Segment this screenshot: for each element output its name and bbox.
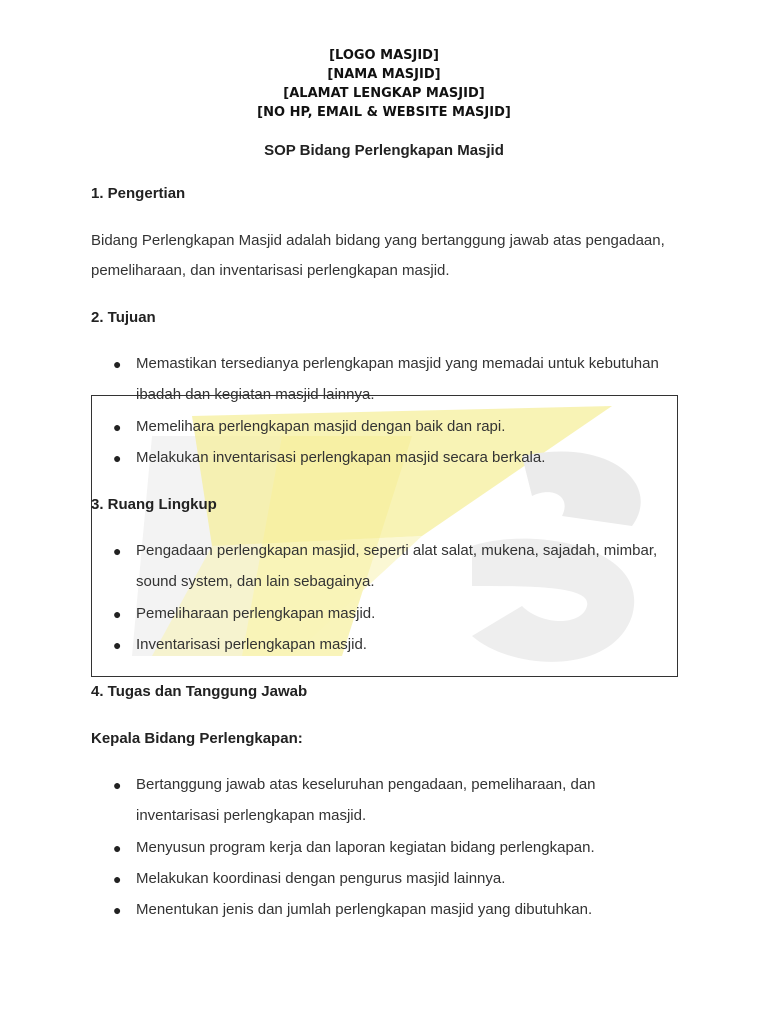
bullet-icon: ● [113, 606, 122, 622]
list-item: Bertanggung jawab atas keseluruhan pengadaan, pemeliharaan, dan [136, 776, 596, 793]
logo-placeholder: [LOGO MASJID] [329, 48, 439, 63]
document-title: SOP Bidang Perlengkapan Masjid [264, 142, 504, 159]
bullet-icon: ● [113, 356, 122, 372]
subheading-kepala-bidang: Kepala Bidang Perlengkapan: [91, 730, 303, 747]
mosque-name-placeholder: [NAMA MASJID] [327, 67, 441, 82]
bullet-icon: ● [113, 840, 122, 856]
list-item-continuation: ibadah dan kegiatan masjid lainnya. [136, 386, 375, 403]
paragraph-line: pemeliharaan, dan inventarisasi perlengkapan masjid. [91, 262, 450, 279]
bullet-icon: ● [113, 777, 122, 793]
bullet-icon: ● [113, 450, 122, 466]
list-item: Memelihara perlengkapan masjid dengan baik dan rapi. [136, 418, 506, 435]
section-heading-pengertian: 1. Pengertian [91, 185, 186, 202]
section-heading-tujuan: 2. Tujuan [91, 309, 156, 326]
contact-placeholder: [NO HP, EMAIL & WEBSITE MASJID] [257, 105, 511, 120]
section-heading-ruang-lingkup: 3. Ruang Lingkup [91, 496, 217, 513]
list-item: Menyusun program kerja dan laporan kegiatan bidang perlengkapan. [136, 839, 595, 856]
bullet-icon: ● [113, 637, 122, 653]
list-item-continuation: inventarisasi perlengkapan masjid. [136, 807, 367, 824]
list-item-continuation: sound system, dan lain sebagainya. [136, 573, 375, 590]
bullet-icon: ● [113, 419, 122, 435]
address-placeholder: [ALAMAT LENGKAP MASJID] [283, 86, 485, 101]
list-item: Pengadaan perlengkapan masjid, seperti alat salat, mukena, sajadah, mimbar, [136, 542, 658, 559]
list-item: Menentukan jenis dan jumlah perlengkapan masjid yang dibutuhkan. [136, 901, 593, 918]
bullet-icon: ● [113, 543, 122, 559]
bullet-icon: ● [113, 902, 122, 918]
section-heading-tugas: 4. Tugas dan Tanggung Jawab [91, 683, 308, 700]
paragraph-line: Bidang Perlengkapan Masjid adalah bidang yang bertanggung jawab atas pengadaan, [91, 232, 665, 249]
list-item: Melakukan inventarisasi perlengkapan masjid secara berkala. [136, 449, 546, 466]
list-item: Inventarisasi perlengkapan masjid. [136, 636, 367, 653]
list-item: Memastikan tersedianya perlengkapan masjid yang memadai untuk kebutuhan [136, 355, 659, 372]
list-item: Pemeliharaan perlengkapan masjid. [136, 605, 376, 622]
bullet-icon: ● [113, 871, 122, 887]
list-item: Melakukan koordinasi dengan pengurus masjid lainnya. [136, 870, 506, 887]
